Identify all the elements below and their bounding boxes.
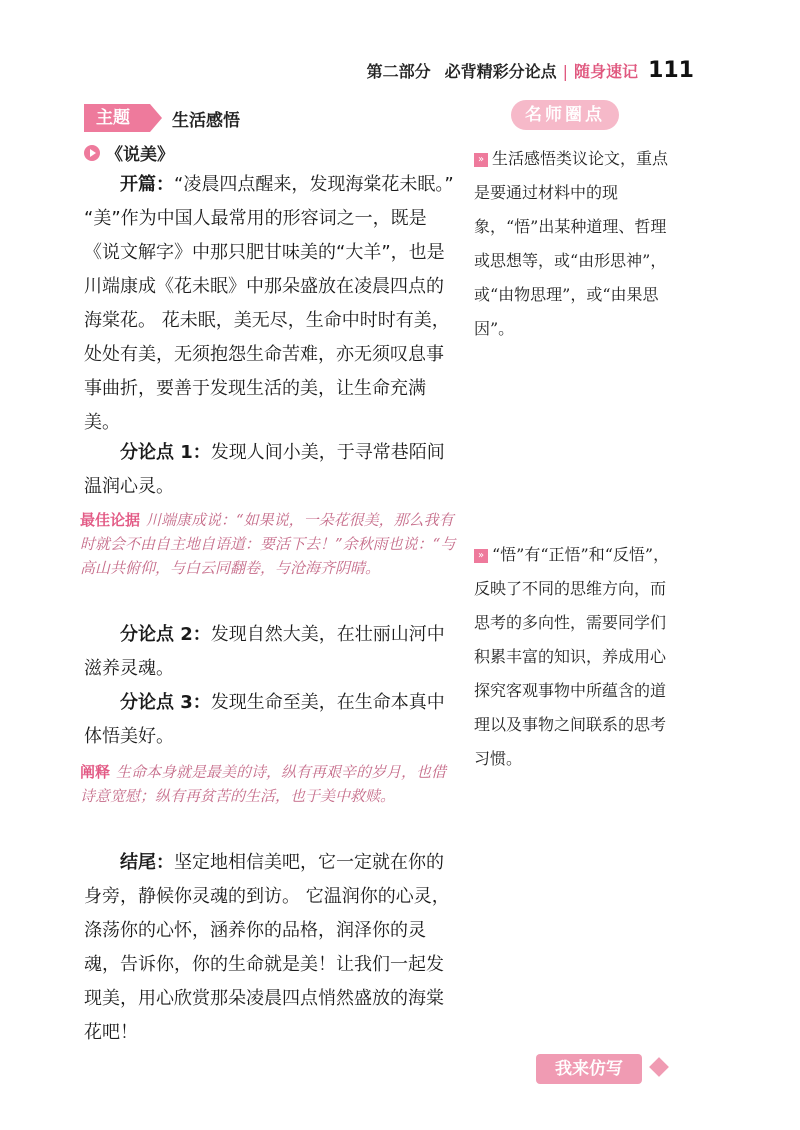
essay-title: 《说美》 xyxy=(106,145,174,165)
essay-title-row xyxy=(84,140,174,165)
double-arrow-icon: » xyxy=(474,153,488,167)
sidebar-note-1 xyxy=(474,142,674,346)
explain-tag: 阐释 xyxy=(80,763,111,781)
point3-text: 发现生命至美，在生命本真中体悟美好。 xyxy=(84,692,445,747)
page-header xyxy=(367,58,694,83)
point2-label: 分论点 2： xyxy=(120,624,211,645)
section-label: 必背精彩分论点 xyxy=(444,62,557,81)
opening-text: “凌晨四点醒来，发现海棠花未眠。” “美”作为中国人最常用的形容词之一，既是《说文解字》中那只肥甘味美的“大羊”，也是川端康成《花未眠》中那朵盛放在凌晨四点的海棠花。 花未眠，美无尽，生命中时时有美，处处有美，无须抱怨生命苦难，亦无须叹息事事曲折，要善于发现生活的美，让生命充满美。 xyxy=(84,174,454,433)
play-icon xyxy=(84,145,100,161)
point3-label: 分论点 3： xyxy=(120,692,211,713)
pencil-icon xyxy=(649,1057,669,1077)
sidebar-note-1-text: 生活感悟类议论文，重点是要通过材料中的现象，“悟”出某种道理、哲理或思想等，或“由形思神”，或“由物思理”，或“由果思因”。 xyxy=(474,149,669,338)
opening-paragraph xyxy=(84,168,454,440)
point2-text: 发现自然大美，在壮丽山河中滋养灵魂。 xyxy=(84,624,445,679)
point1-text: 发现人间小美，于寻常巷陌间温润心灵。 xyxy=(84,442,445,497)
ending-label: 结尾： xyxy=(120,852,174,873)
evidence-text: 川端康成说：“如果说，一朵花很美，那么我有时就会不由自主地自语道：要活下去！”余秋雨也说：“与高山共俯仰，与白云同翻卷，与沧海齐阴晴。 xyxy=(80,511,456,577)
opening-label: 开篇： xyxy=(120,174,174,195)
point1-label: 分论点 1： xyxy=(120,442,211,463)
sidebar-note-2 xyxy=(474,538,674,776)
point2-paragraph xyxy=(84,618,454,686)
evidence-note xyxy=(80,508,460,580)
explain-note xyxy=(80,760,460,808)
explain-text: 生命本身就是最美的诗，纵有再艰辛的岁月，也借诗意宽慰；纵有再贫苦的生活，也于美中救赎。 xyxy=(80,763,447,805)
evidence-tag: 最佳论据 xyxy=(80,511,141,529)
page-number: 111 xyxy=(648,58,694,83)
point3-paragraph xyxy=(84,686,454,754)
topic-row xyxy=(84,104,240,132)
topic-title: 生活感悟 xyxy=(172,110,240,131)
sidebar-badge: 名师圈点 xyxy=(511,100,619,130)
double-arrow-icon: » xyxy=(474,549,488,563)
sub-label: 随身速记 xyxy=(574,62,639,81)
header-separator: | xyxy=(562,62,569,81)
ending-text: 坚定地相信美吧，它一定就在你的身旁，静候你灵魂的到访。 它温润你的心灵，涤荡你的心怀，涵养你的品格，润泽你的灵魂，告诉你，你的生命就是美！让我们一起发现美，用心欣赏那朵凌晨四点悄然盛放的海棠花吧！ xyxy=(84,852,450,1043)
point1-paragraph xyxy=(84,436,454,504)
sidebar-note-2-text: “悟”有“正悟”和“反悟”，反映了不同的思维方向，而思考的多向性，需要同学们积累丰富的知识，养成用心探究客观事物中所蕴含的道理以及事物之间联系的思考习惯。 xyxy=(474,545,670,768)
imitate-writing-button[interactable]: 我来仿写 xyxy=(536,1054,642,1084)
ending-paragraph xyxy=(84,846,454,1050)
topic-tag: 主题 xyxy=(84,104,150,132)
part-label: 第二部分 xyxy=(366,62,431,81)
